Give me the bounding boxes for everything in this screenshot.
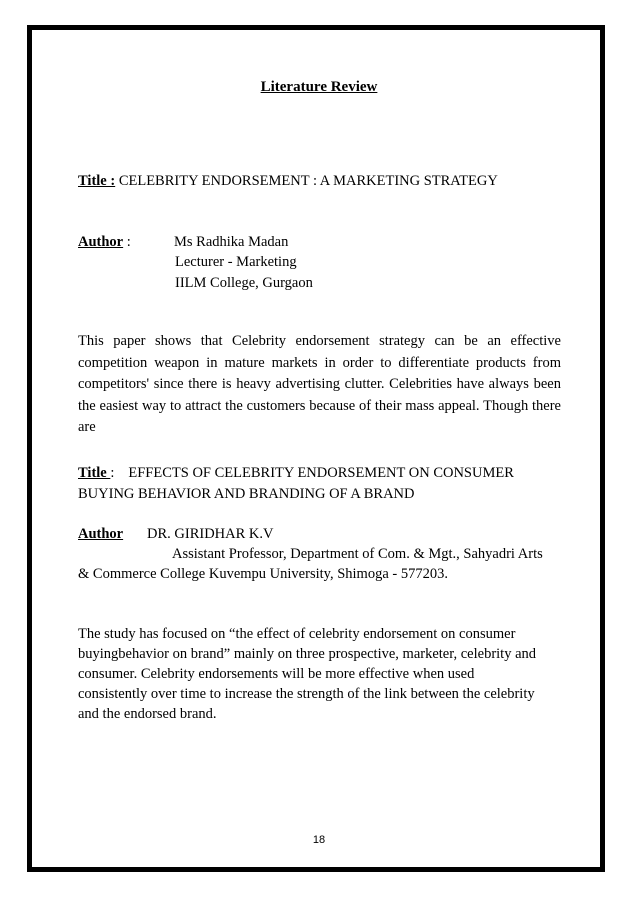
entry2-abstract-line: consumer. Celebrity endorsements will be more effective when used xyxy=(78,666,475,682)
entry2-abstract-line: buyingbehavior on brand” mainly on three prospective, marketer, celebrity and xyxy=(78,646,537,662)
page-border xyxy=(27,25,605,872)
entry1-abstract: This paper shows that Celebrity endorsement strategy can be an effective competition weapon in mature markets in order to differentiate products from competitors' since there is heavy advertising clutter. Celebrities have always been the easiest way to attract the customers because of their mass appeal. Though there are xyxy=(78,333,561,435)
entry2-title-label: Title xyxy=(78,465,111,481)
page-heading: Literature Review xyxy=(260,79,378,95)
entry1-author-affiliation: IILM College, Gurgaon xyxy=(175,275,313,291)
entry1-title xyxy=(78,173,498,190)
entry2-author-row xyxy=(78,526,129,543)
entry2-title-text-1: EFFECTS OF CELEBRITY ENDORSEMENT ON CONSUMER xyxy=(128,465,514,481)
entry2-author-label: Author xyxy=(78,526,124,542)
entry1-author-label xyxy=(78,234,131,251)
entry2-title-line2: BUYING BEHAVIOR AND BRANDING OF A BRAND xyxy=(78,486,415,502)
entry1-author-label-text: Author xyxy=(78,234,124,250)
entry1-title-label: Title : xyxy=(78,173,116,189)
entry2-abstract-line: consistently over time to increase the strength of the link between the celebrity xyxy=(78,686,535,702)
entry2-abstract-line: and the endorsed brand. xyxy=(78,706,217,722)
entry2-title-line1 xyxy=(78,465,514,482)
entry2-abstract-line: The study has focused on “the effect of celebrity endorsement on consumer xyxy=(78,626,516,642)
entry2-title-separator: : xyxy=(110,465,115,481)
entry2-author-name: DR. GIRIDHAR K.V xyxy=(147,526,274,542)
entry1-title-text: CELEBRITY ENDORSEMENT : A MARKETING STRATEGY xyxy=(115,173,498,189)
entry2-author-affiliation: & Commerce College Kuvempu University, Shimoga - 577203. xyxy=(78,566,448,582)
entry1-author-separator: : xyxy=(123,234,131,250)
entry1-author-name: Ms Radhika Madan xyxy=(174,234,289,250)
page-number: 18 xyxy=(312,834,326,846)
entry2-author-role: Assistant Professor, Department of Com. & Mgt., Sahyadri Arts xyxy=(172,546,543,562)
entry1-author-role: Lecturer - Marketing xyxy=(175,254,297,270)
